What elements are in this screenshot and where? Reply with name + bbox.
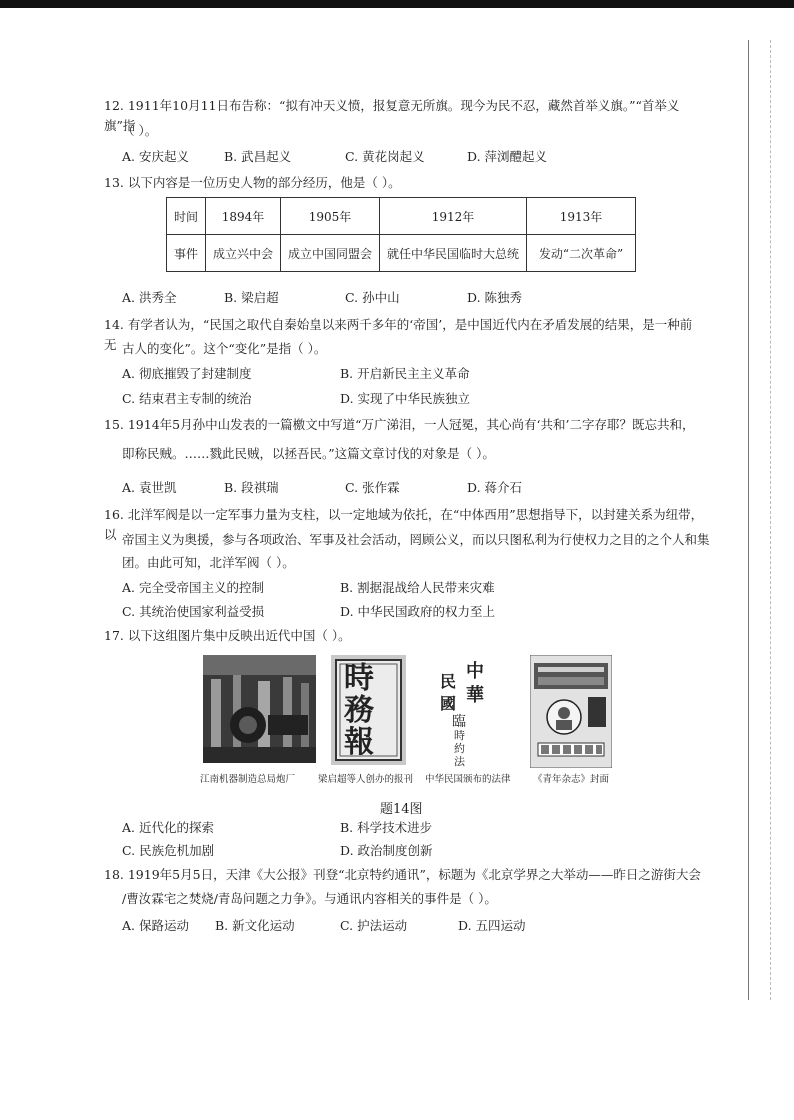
question-13-option-a: A. 洪秀全 — [122, 290, 177, 305]
table-row-label: 事件 — [167, 235, 206, 272]
table-header-label: 时间 — [167, 198, 206, 235]
question-13-stem: 13. 以下内容是一位历史人物的部分经历，他是（ ）。 — [104, 175, 401, 190]
shiwubao-char-2: 務 — [344, 693, 374, 728]
question-16-option-d: D. 中华民国政府的权力至上 — [340, 604, 496, 619]
constitution-char-fa: 法 — [454, 755, 465, 768]
question-13-option-b: B. 梁启超 — [224, 290, 279, 305]
question-15-stem: 15. 1914年5月孙中山发表的一篇檄文中写道“万广涕泪，一人冠冕，其心尚有‘共和’二字存耶？既忘共和， — [104, 417, 695, 432]
binding-line — [748, 40, 749, 1000]
constitution-char-shi: 時 — [454, 729, 465, 742]
shiwubao-cover — [331, 655, 406, 765]
timeline-table — [166, 197, 636, 272]
provisional-constitution-title — [430, 655, 500, 768]
question-18-stem: 18. 1919年5月5日，天津《大公报》刊登“北京特约通讯”，标题为《北京学界之大举动——昨日之游街大会 — [104, 867, 701, 882]
question-18-option-a: A. 保路运动 — [122, 918, 189, 933]
question-14-option-a: A. 彻底摧毁了封建制度 — [122, 366, 252, 381]
constitution-char-yue: 約 — [454, 742, 465, 755]
question-12-option-a: A. 安庆起义 — [122, 149, 189, 164]
question-14-option-b: B. 开启新民主主义革命 — [340, 366, 470, 381]
question-12-stem: 12. 1911年10月11日布告称：“拟有冲天义愤，报复意无所旗。现今为民不忍，藏然首举义旗。”“首举义旗”指 — [104, 98, 680, 133]
question-12-option-d: D. 萍浏醴起义 — [467, 149, 548, 164]
table-event-1: 成立兴中会 — [206, 235, 281, 272]
caption-shiwubao: 梁启超等人创办的报刊 — [318, 774, 414, 785]
question-16-stem: 16. 北洋军阀是以一定军事力量为支柱，以一定地域为依托，在“中体西用”思想指导下，以封建关系为纽带，以 — [104, 507, 704, 542]
question-14-stem-cont: 古人的变化”。这个“变化”是指（ ）。 — [122, 341, 327, 356]
question-17-option-c: C. 民族危机加剧 — [122, 843, 215, 858]
question-17-stem: 17. 以下这组图片集中反映出近代中国（ ）。 — [104, 628, 351, 643]
figure-title: 题14图 — [380, 802, 423, 817]
question-12-option-c: C. 黄花岗起义 — [345, 149, 425, 164]
table-event-3: 就任中华民国临时大总统 — [380, 235, 527, 272]
question-17-option-a: A. 近代化的探索 — [122, 820, 214, 835]
question-15-stem-cont: 即称民贼。……戮此民贼，以拯吾民。”这篇文章讨伐的对象是（ ）。 — [122, 446, 495, 461]
question-16-option-c: C. 其统治使国家利益受损 — [122, 604, 265, 619]
table-event-2: 成立中国同盟会 — [281, 235, 380, 272]
shiwubao-char-3: 報 — [344, 725, 374, 760]
table-year-4: 1913年 — [527, 198, 636, 235]
table-year-3: 1912年 — [380, 198, 527, 235]
question-12-blank: （ ）。 — [122, 123, 158, 138]
table-event-4: 发动“二次革命” — [527, 235, 636, 272]
constitution-char-min: 民 — [440, 672, 457, 691]
shiwubao-char-1: 時 — [344, 661, 374, 696]
question-18-option-b: B. 新文化运动 — [215, 918, 295, 933]
question-15-option-d: D. 蒋介石 — [467, 480, 523, 495]
question-14-option-d: D. 实现了中华民族独立 — [340, 391, 471, 406]
binding-dashed-line — [770, 40, 772, 1000]
table-year-2: 1905年 — [281, 198, 380, 235]
table-year-1: 1894年 — [206, 198, 281, 235]
scan-top-edge — [0, 0, 794, 8]
constitution-char-guo: 國 — [440, 694, 457, 713]
question-16-option-a: A. 完全受帝国主义的控制 — [122, 580, 264, 595]
caption-constitution: 中华民国颁布的法律 — [425, 774, 511, 785]
question-15-option-a: A. 袁世凯 — [122, 480, 177, 495]
caption-arsenal: 江南机器制造总局炮厂 — [200, 774, 296, 785]
caption-youth-magazine: 《青年杂志》封面 — [533, 774, 610, 785]
question-18-option-c: C. 护法运动 — [340, 918, 408, 933]
question-15-option-b: B. 段祺瑞 — [224, 480, 279, 495]
question-17-option-d: D. 政治制度创新 — [340, 843, 433, 858]
question-18-stem-cont: /曹汝霖宅之焚烧/青岛问题之力争》。与通讯内容相关的事件是（ ）。 — [122, 891, 497, 906]
youth-magazine-cover — [530, 655, 612, 768]
constitution-char-lin: 臨 — [452, 714, 466, 730]
question-14-option-c: C. 结束君主专制的统治 — [122, 391, 252, 406]
question-17-option-b: B. 科学技术进步 — [340, 820, 433, 835]
question-16-option-b: B. 割据混战给人民带来灾难 — [340, 580, 495, 595]
constitution-char-hua: 華 — [466, 685, 484, 706]
question-12-option-b: B. 武昌起义 — [224, 149, 292, 164]
question-13-option-d: D. 陈独秀 — [467, 290, 523, 305]
question-14-stem: 14. 有学者认为，“民国之取代自秦始皇以来两千多年的‘帝国’，是中国近代内在矛盾发展的结果，是一种前无 — [104, 317, 693, 352]
question-18-option-d: D. 五四运动 — [458, 918, 526, 933]
question-16-stem-cont-2: 团。由此可知，北洋军阀（ ）。 — [122, 555, 295, 570]
question-15-option-c: C. 张作霖 — [345, 480, 400, 495]
arsenal-photo — [203, 655, 316, 763]
question-16-stem-cont-1: 帝国主义为奥援，参与各项政治、军事及社会活动，罔顾公义，而以只图私利为行使权力之目的之个人和集 — [122, 532, 710, 547]
question-13-option-c: C. 孙中山 — [345, 290, 400, 305]
constitution-char-zhong: 中 — [466, 661, 484, 682]
